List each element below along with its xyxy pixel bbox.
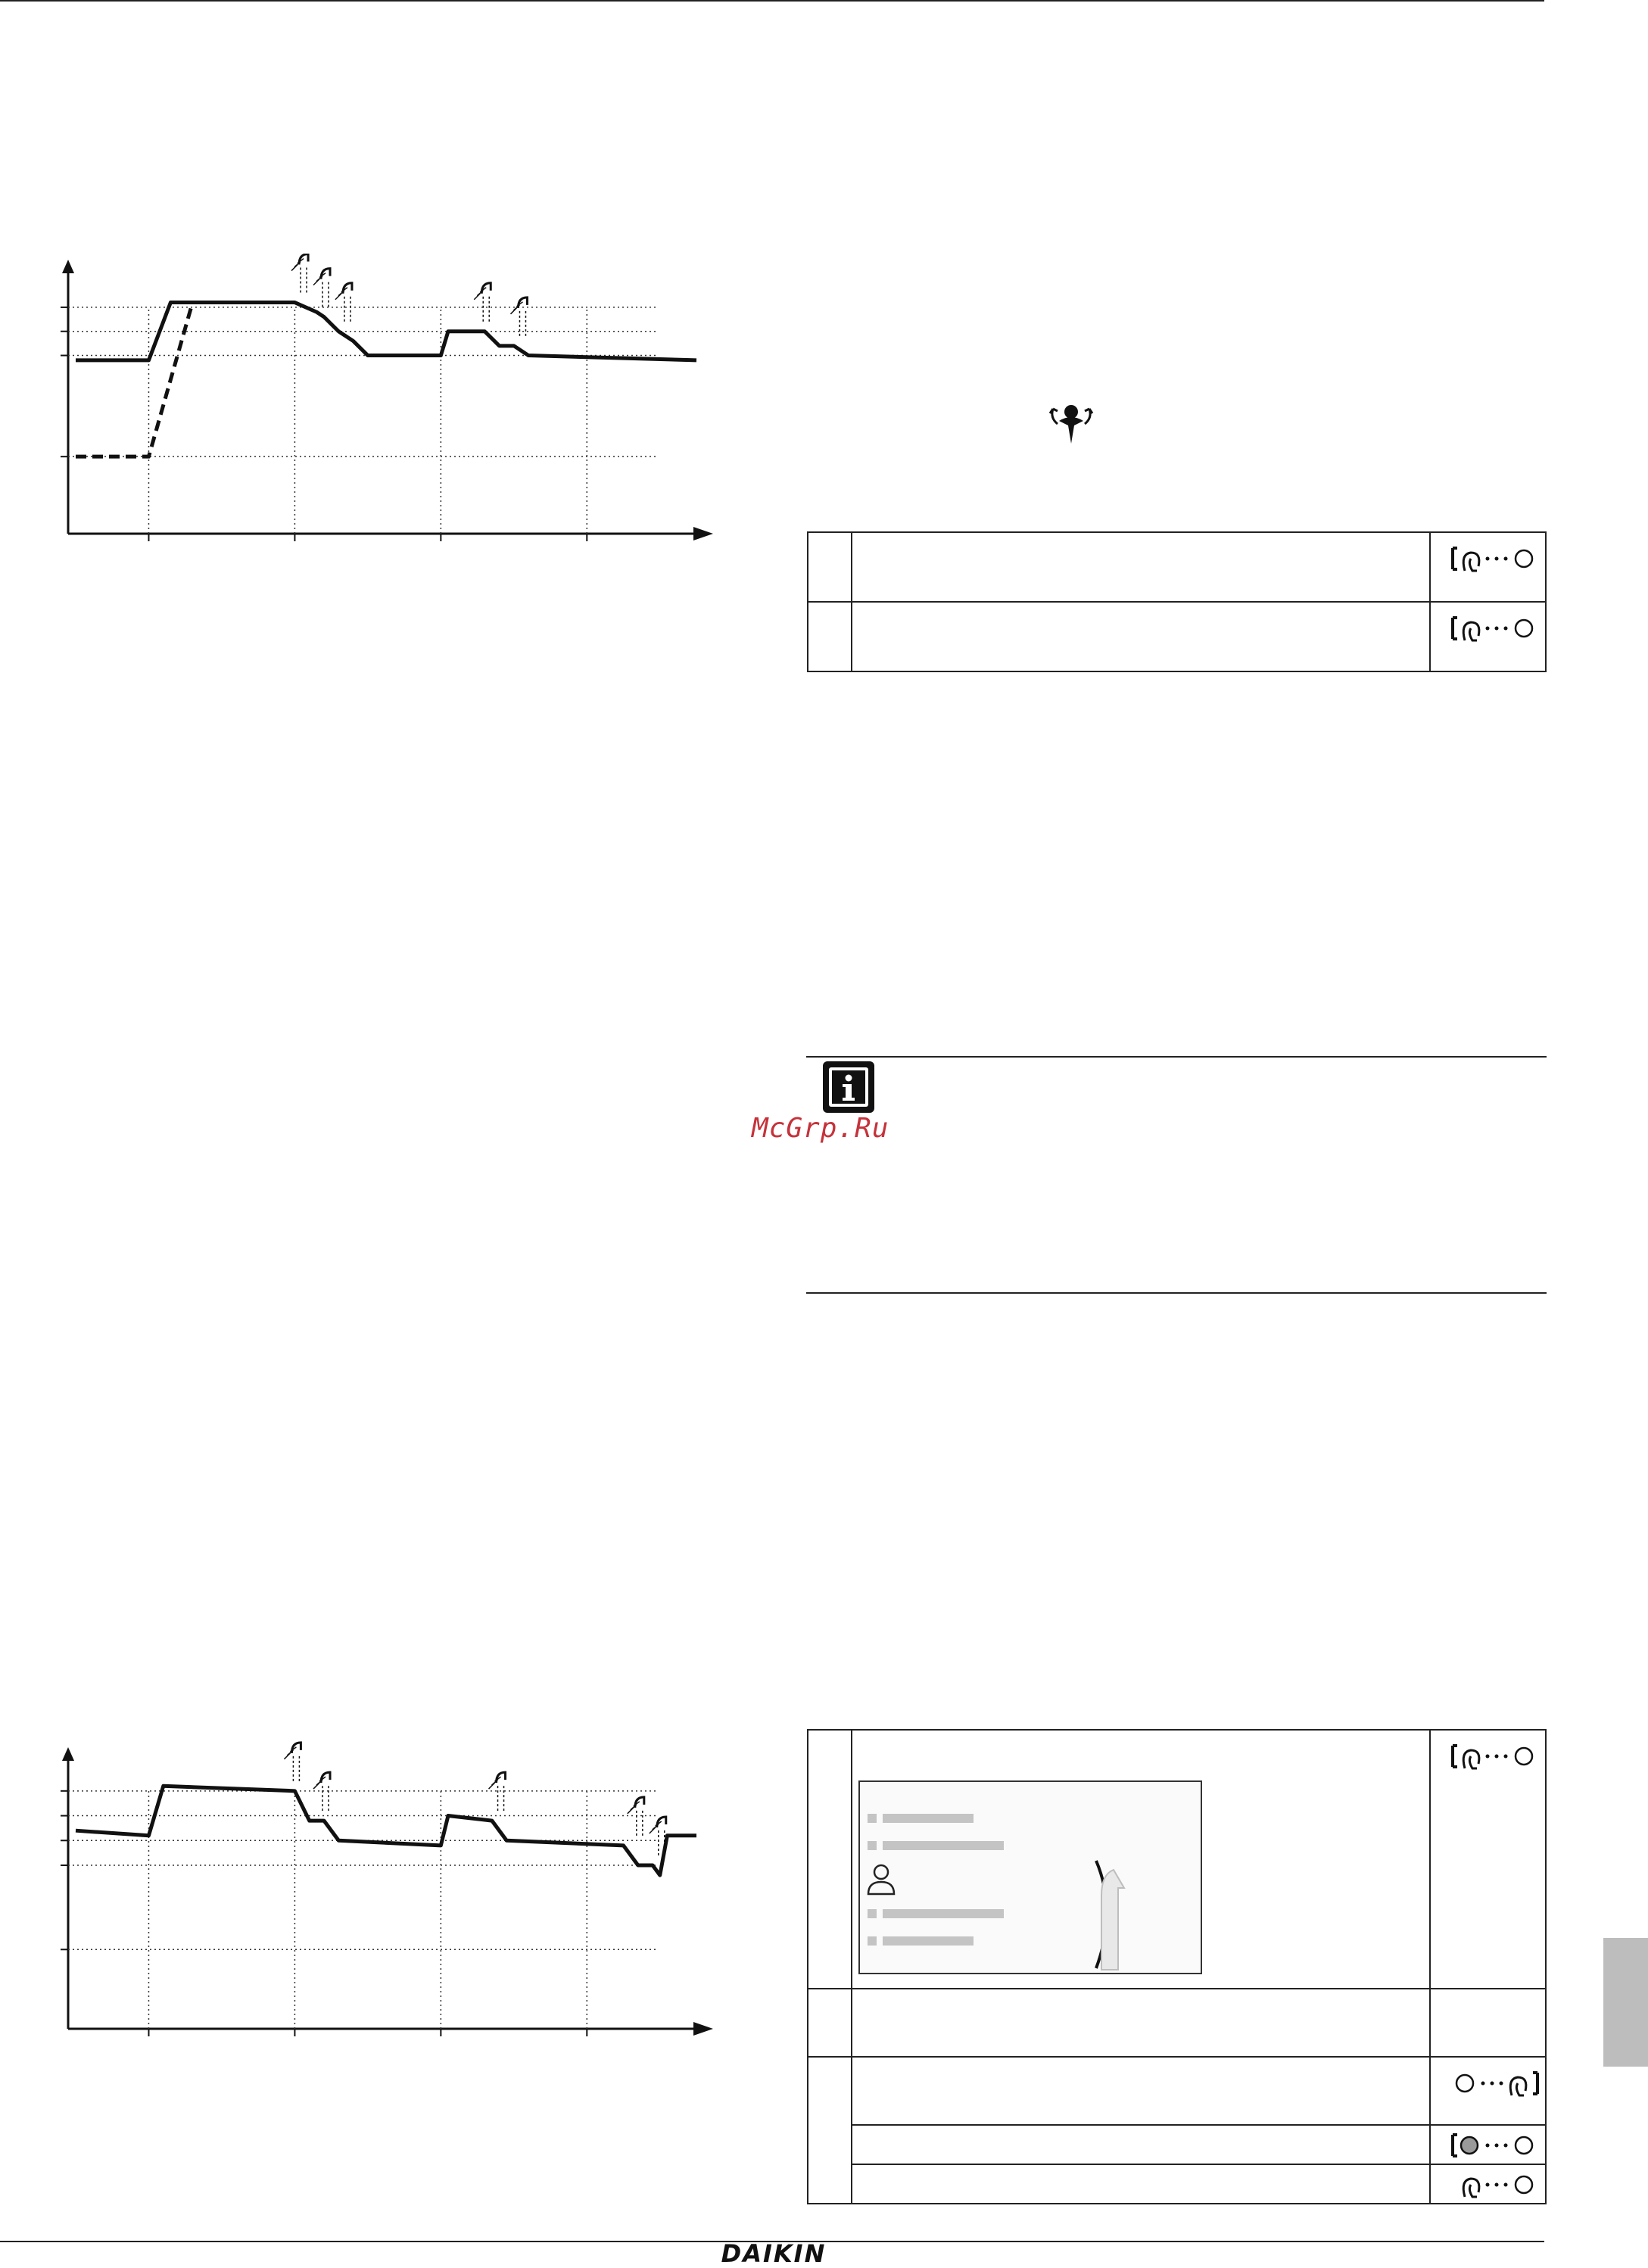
- info-bottom-rule: [806, 1292, 1547, 1294]
- shower-icon: [313, 269, 330, 310]
- watermark: McGrp.Ru: [752, 1113, 889, 1144]
- step-row: [808, 603, 1545, 672]
- info-top-rule: [806, 1056, 1547, 1058]
- x-axis-arrow: [693, 2022, 713, 2036]
- shower-icon: [489, 1772, 506, 1813]
- user-icon: [866, 1862, 896, 1896]
- menu-placeholder-bar: [883, 1936, 974, 1946]
- shower-icon: [291, 254, 308, 295]
- info-icon: [821, 1060, 876, 1114]
- x-axis-arrow: [693, 527, 713, 541]
- shower-icon: [313, 1772, 330, 1813]
- menu-bullet: [868, 1814, 877, 1823]
- menu-placeholder-bar: [883, 1841, 1004, 1850]
- series-line-dashed: [76, 303, 192, 457]
- scroll-arrow-icon: [1091, 1865, 1129, 1971]
- shower-icon: [284, 1743, 301, 1784]
- touch-gesture-icon: [1448, 1738, 1547, 1776]
- sub-step-row: [808, 1989, 1545, 2058]
- steps-table-1: [807, 531, 1547, 672]
- steps-table-2: [807, 1729, 1547, 2204]
- shower-icon: [474, 283, 491, 324]
- chart-1: [53, 254, 719, 556]
- y-axis-arrow: [62, 260, 74, 273]
- top-rule: [0, 0, 1544, 2]
- sub-step-row: [851, 2165, 1545, 2204]
- series-line-solid: [76, 1786, 696, 1875]
- y-axis-arrow: [62, 1747, 74, 1761]
- touch-gesture-icon: [1448, 2167, 1547, 2204]
- daikin-logo: DAIKIN: [721, 2239, 827, 2268]
- menu-bullet: [868, 1841, 877, 1850]
- shower-icon: [628, 1797, 644, 1838]
- step-row: [808, 1731, 1545, 1989]
- person-arrows-icon: [1048, 401, 1094, 445]
- menu-bullet: [868, 1909, 877, 1918]
- menu-placeholder-bar: [883, 1814, 974, 1823]
- controller-screen-illustration: [858, 1780, 1202, 1974]
- shower-icon: [335, 283, 352, 324]
- sub-step-row: [851, 2058, 1545, 2126]
- touch-gesture-icon: [1448, 541, 1547, 578]
- menu-bullet: [868, 1936, 877, 1946]
- rotate-gesture-icon: [1448, 2127, 1547, 2165]
- sub-step-row: [851, 2126, 1545, 2165]
- step-row: [808, 533, 1545, 603]
- shower-icon: [510, 298, 527, 338]
- touch-gesture-icon: [1448, 2065, 1547, 2103]
- chapter-tab: [1603, 1938, 1648, 2067]
- menu-placeholder-bar: [883, 1909, 1004, 1918]
- touch-gesture-icon: [1448, 610, 1547, 648]
- chart-2: [53, 1741, 719, 2044]
